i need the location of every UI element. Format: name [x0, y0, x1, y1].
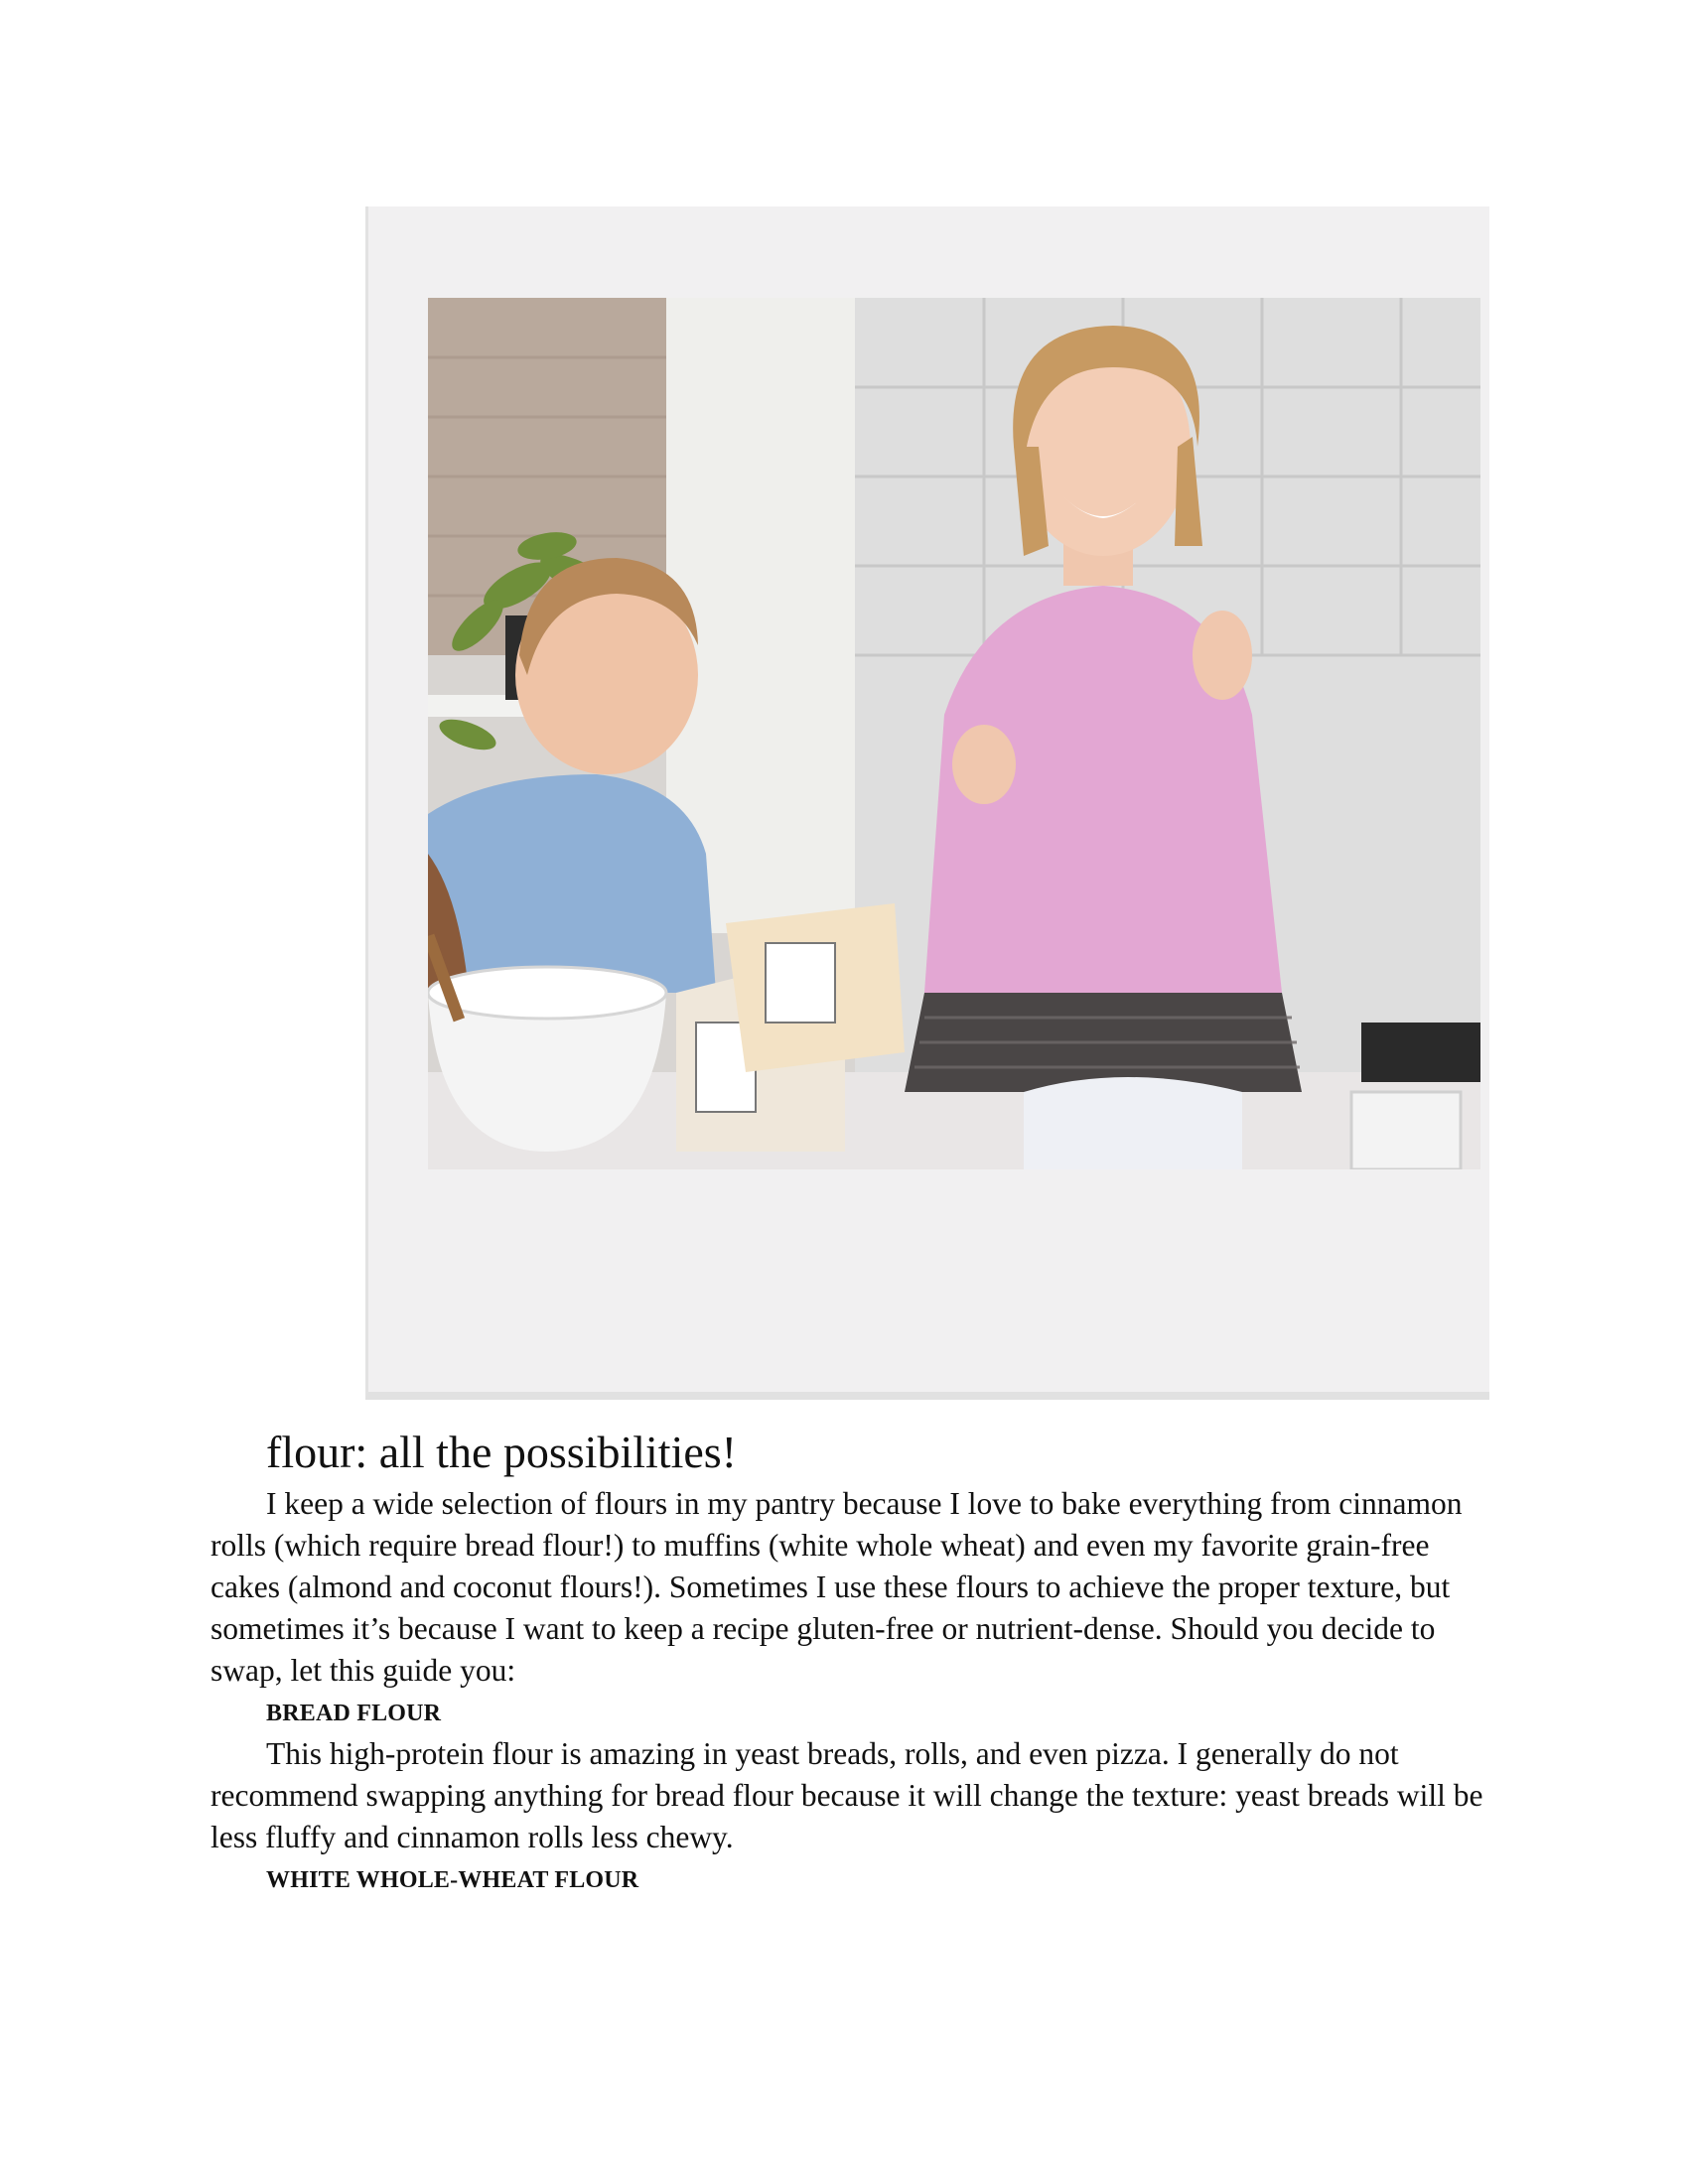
section-body-bread-flour: This high-protein flour is amazing in yeast breads, rolls, and even pizza. I generally do not recommend swapping anything for bread flour because it will change the texture: yeast breads will be less fluffy and cinnamon rolls less chewy. [211, 1736, 1483, 1854]
appliance [1361, 1023, 1480, 1082]
photo-frame [365, 206, 1489, 1400]
blue-shirt [428, 774, 716, 993]
photo-illustration [428, 298, 1480, 1169]
kitchen-photo [428, 298, 1480, 1169]
woman-hand-left [952, 725, 1016, 804]
article-heading: flour: all the possibilities! [266, 1427, 737, 1477]
woman-hand-right [1193, 611, 1252, 700]
section-title-white-whole-wheat-flour: WHITE WHOLE-WHEAT FLOUR [266, 1867, 639, 1893]
article [211, 1422, 1491, 1900]
jar [1351, 1092, 1461, 1169]
kitchen-towel [1024, 1077, 1242, 1169]
intro-paragraph: I keep a wide selection of flours in my pantry because I love to bake everything from cinnamon rolls (which require bread flour!) to muffins (white whole wheat) and even my favorite grain-free cakes (almond and coconut flours!). Sometimes I use these flours to achieve the proper texture, but sometimes it’s because I want to keep a recipe gluten-free or nutrient-dense. Should you decide to swap, let this guide you: [211, 1486, 1463, 1688]
section-title-bread-flour: BREAD FLOUR [266, 1701, 442, 1726]
